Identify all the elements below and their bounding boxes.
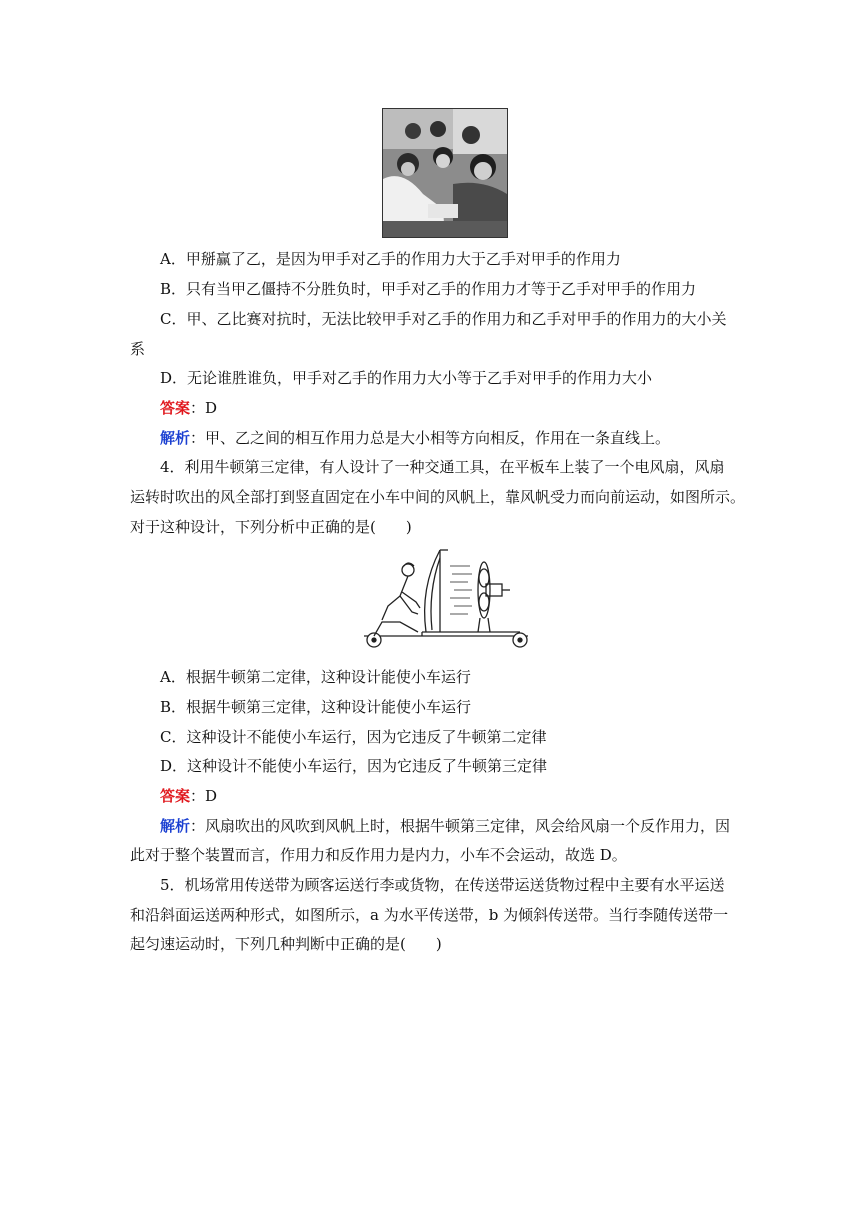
q5-stem-line3: 起匀速运动时，下列几种判断中正确的是( ) [130,935,442,953]
q4-option-a: A．根据牛顿第二定律，这种设计能使小车运行 [160,668,471,686]
analysis-text: ：风扇吹出的风吹到风帆上时，根据牛顿第三定律，风会给风扇一个反作用力，因 [190,817,731,835]
analysis-label: 解析 [160,429,191,447]
analysis-label: 解析 [160,817,191,835]
analysis-text: ：甲、乙之间的相互作用力总是大小相等方向相反，作用在一条直线上。 [190,429,671,447]
answer-label: 答案 [160,399,191,417]
q3-option-d: D．无论谁胜谁负，甲手对乙手的作用力大小等于乙手对甲手的作用力大小 [160,369,653,387]
q4-answer [160,786,217,806]
q4-analysis [160,816,730,836]
q4-stem-line3: 对于这种设计，下列分析中正确的是( ) [130,518,412,536]
q4-stem-line2: 运转时吹出的风全部打到竖直固定在小车中间的风帆上，靠风帆受力而向前运动，如图所示。 [130,488,746,506]
q3-answer [160,398,217,418]
q5-stem-line1: 5．机场常用传送带为顾客运送行李或货物，在传送带运送货物过程中主要有水平运送 [160,876,725,894]
q3-option-c-cont: 系 [130,340,146,358]
q3-option-c: C．甲、乙比赛对抗时，无法比较甲手对乙手的作用力和乙手对甲手的作用力的大小关 [160,310,727,328]
q4-analysis-cont: 此对于整个装置而言，作用力和反作用力是内力，小车不会运动，故选 D。 [130,846,627,864]
q4-stem-line1: 4．利用牛顿第三定律，有人设计了一种交通工具，在平板车上装了一个电风扇，风扇 [160,458,725,476]
q4-option-d: D．这种设计不能使小车运行，因为它违反了牛顿第三定律 [160,757,548,775]
answer-value: ：D [190,399,218,417]
q3-option-b: B．只有当甲乙僵持不分胜负时，甲手对乙手的作用力才等于乙手对甲手的作用力 [160,280,697,298]
q4-option-c: C．这种设计不能使小车运行，因为它违反了牛顿第二定律 [160,728,547,746]
answer-label: 答案 [160,787,191,805]
q3-option-a: A．甲掰赢了乙，是因为甲手对乙手的作用力大于乙手对甲手的作用力 [160,250,621,268]
fan-sail-cart-figure [360,548,532,650]
q5-stem-line2: 和沿斜面运送两种形式，如图所示，a 为水平传送带，b 为倾斜传送带。当行李随传送带一 [130,906,729,924]
answer-value: ：D [190,787,218,805]
q3-analysis [160,428,670,448]
q4-option-b: B．根据牛顿第三定律，这种设计能使小车运行 [160,698,472,716]
arm-wrestling-photo [382,108,508,238]
